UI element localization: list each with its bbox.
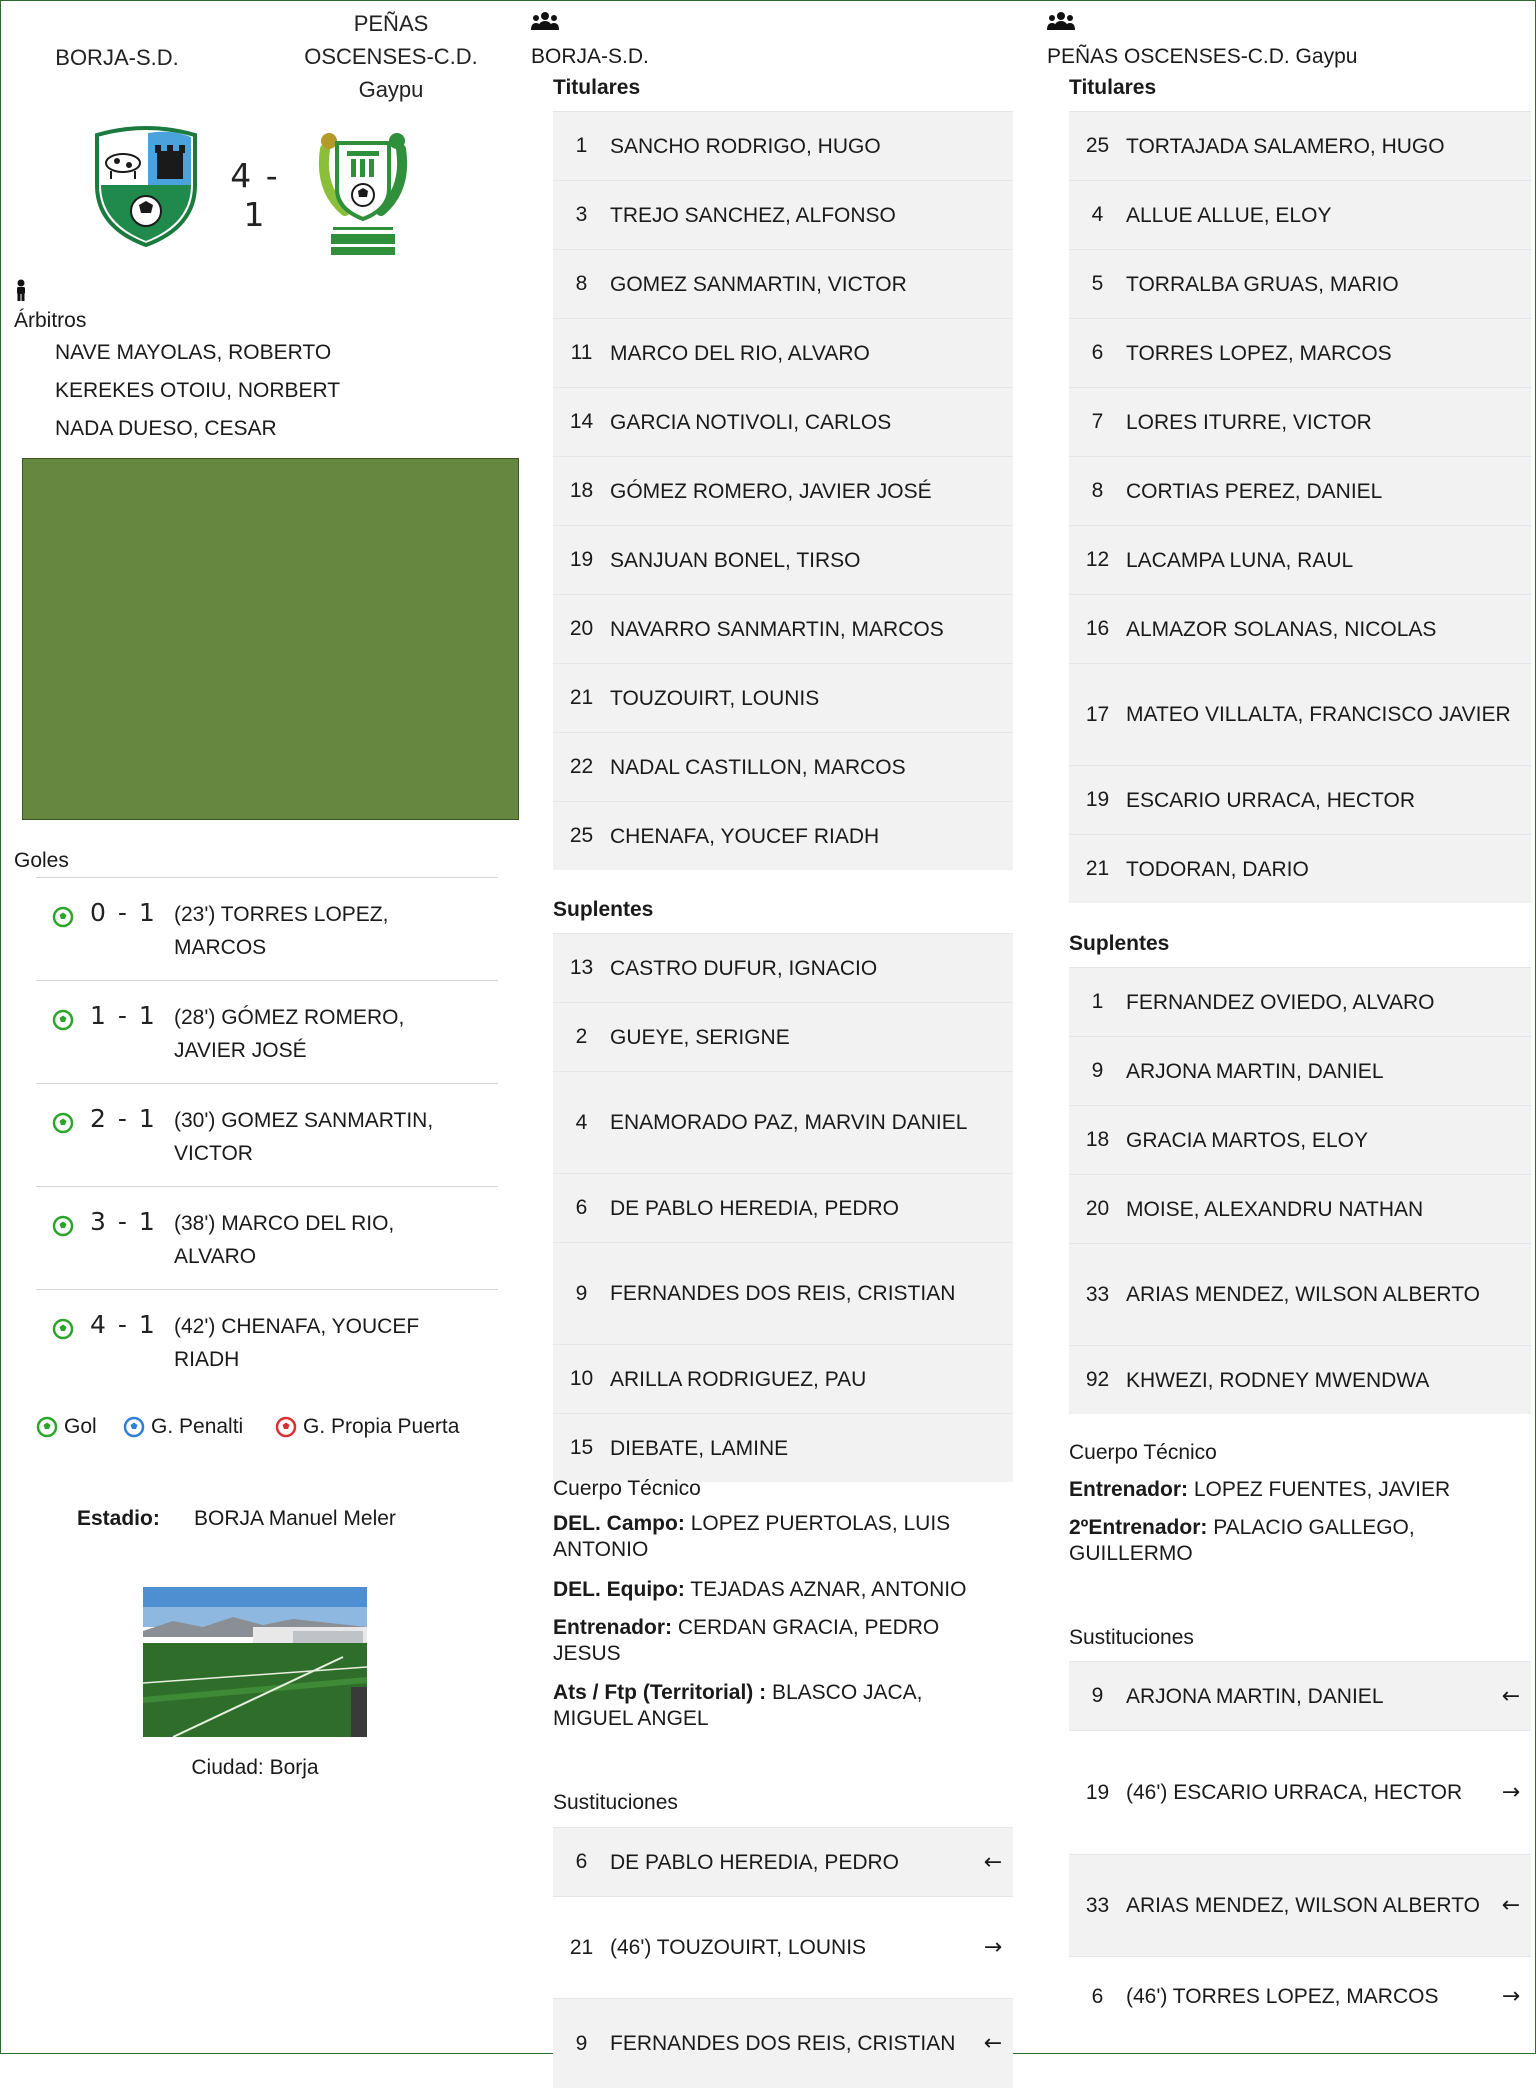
away-team-crest[interactable] bbox=[315, 119, 411, 259]
player-number: 20 bbox=[1085, 1197, 1110, 1220]
away-substitutions-title: Sustituciones bbox=[1069, 1626, 1194, 1649]
player-name: ARJONA MARTIN, DANIEL bbox=[1126, 1684, 1384, 1708]
goal-ball-icon bbox=[52, 1009, 74, 1037]
player-number: 25 bbox=[1085, 134, 1110, 157]
player-number: 16 bbox=[1085, 617, 1110, 640]
home-team-crest[interactable] bbox=[91, 123, 201, 248]
home-lineup-team-name[interactable]: BORJA-S.D. bbox=[531, 45, 649, 68]
away-sub-row[interactable] bbox=[1069, 1036, 1531, 1105]
player-number: 4 bbox=[1091, 203, 1104, 226]
player-number: 1 bbox=[1091, 990, 1104, 1013]
referee-name: NAVE MAYOLAS, ROBERTO bbox=[55, 341, 332, 364]
player-number: 9 bbox=[575, 2031, 588, 2055]
player-name: MOISE, ALEXANDRU NATHAN bbox=[1126, 1197, 1424, 1221]
away-starter-row[interactable] bbox=[1069, 180, 1531, 249]
goal-score: 0 - 1 bbox=[90, 898, 157, 927]
staff-role: DEL. Equipo: bbox=[553, 1578, 685, 1601]
player-number: 3 bbox=[575, 203, 588, 226]
player-name: GRACIA MARTOS, ELOY bbox=[1126, 1128, 1368, 1152]
away-starter-row[interactable] bbox=[1069, 663, 1531, 765]
player-name: ALLUE ALLUE, ELOY bbox=[1126, 203, 1332, 227]
away-sub-row[interactable] bbox=[1069, 967, 1531, 1036]
stadium-name: BORJA Manuel Meler bbox=[194, 1507, 396, 1530]
home-subs-title: Suplentes bbox=[553, 898, 654, 921]
player-number: 18 bbox=[569, 479, 594, 502]
away-subs-title: Suplentes bbox=[1069, 932, 1170, 955]
away-starter-row[interactable] bbox=[1069, 525, 1531, 594]
home-substitution-row[interactable] bbox=[553, 1827, 1013, 1896]
player-number: 92 bbox=[1085, 1368, 1110, 1391]
away-starter-row[interactable] bbox=[1069, 249, 1531, 318]
staff-name: TEJADAS AZNAR, ANTONIO bbox=[690, 1578, 967, 1601]
staff-member bbox=[553, 1680, 1003, 1732]
home-substitutions-title: Sustituciones bbox=[553, 1791, 678, 1814]
home-starter-row[interactable] bbox=[553, 525, 1013, 594]
player-number: 18 bbox=[1085, 1128, 1110, 1151]
home-team-name[interactable]: BORJA-S.D. bbox=[55, 45, 179, 70]
home-starter-row[interactable] bbox=[553, 594, 1013, 663]
player-number: 6 bbox=[575, 1850, 588, 1873]
staff-role: Entrenador: bbox=[553, 1616, 673, 1639]
player-name: GARCIA NOTIVOLI, CARLOS bbox=[610, 410, 892, 434]
legend-penalti bbox=[123, 1415, 243, 1439]
player-number: 9 bbox=[1091, 1059, 1104, 1082]
home-sub-row[interactable] bbox=[553, 1002, 1013, 1071]
away-starter-row[interactable] bbox=[1069, 834, 1531, 903]
player-number: 33 bbox=[1085, 1282, 1110, 1306]
away-team-name[interactable] bbox=[291, 7, 491, 106]
player-name: GUEYE, SERIGNE bbox=[610, 1025, 790, 1049]
player-name: SANJUAN BONEL, TIRSO bbox=[610, 548, 861, 572]
player-number: 21 bbox=[569, 686, 594, 709]
player-number: 21 bbox=[569, 1935, 594, 1959]
player-name: TORRALBA GRUAS, MARIO bbox=[1126, 272, 1399, 296]
goal-ball-icon bbox=[52, 1318, 74, 1346]
player-number: 8 bbox=[1091, 479, 1104, 502]
staff-role: Entrenador: bbox=[1069, 1478, 1189, 1501]
stadium-photo[interactable] bbox=[143, 1587, 367, 1737]
player-name: FERNANDES DOS REIS, CRISTIAN bbox=[610, 1282, 956, 1305]
away-substitution-row[interactable] bbox=[1069, 1854, 1531, 1956]
player-number: 9 bbox=[1091, 1684, 1104, 1707]
player-name: ARIAS MENDEZ, WILSON ALBERTO bbox=[1126, 1894, 1480, 1917]
home-sub-row[interactable] bbox=[553, 933, 1013, 1002]
player-number: 19 bbox=[569, 548, 594, 571]
away-starter-row[interactable] bbox=[1069, 111, 1531, 180]
staff-member bbox=[1069, 1477, 1519, 1503]
home-starter-row[interactable] bbox=[553, 456, 1013, 525]
goal-ball-icon bbox=[52, 906, 74, 934]
penalty-ball-icon bbox=[123, 1416, 145, 1438]
match-score: 4 - 1 bbox=[230, 156, 280, 234]
away-starter-row[interactable] bbox=[1069, 456, 1531, 525]
away-lineup-team-name[interactable]: PEÑAS OSCENSES-C.D. Gaypu bbox=[1047, 45, 1358, 68]
player-name: LORES ITURRE, VICTOR bbox=[1126, 410, 1372, 434]
staff-name: LOPEZ FUENTES, JAVIER bbox=[1193, 1478, 1451, 1501]
away-team-name-line: OSCENSES-C.D. bbox=[304, 44, 478, 69]
player-number: 7 bbox=[1091, 410, 1104, 433]
player-name: TODORAN, DARIO bbox=[1126, 857, 1309, 881]
home-sub-row[interactable] bbox=[553, 1344, 1013, 1413]
player-name: (46') TORRES LOPEZ, MARCOS bbox=[1126, 1985, 1439, 2008]
player-number: 12 bbox=[1085, 548, 1110, 571]
referee-name: KEREKES OTOIU, NORBERT bbox=[55, 379, 341, 402]
staff-role: Ats / Ftp (Territorial) : bbox=[553, 1681, 767, 1704]
home-starter-row[interactable] bbox=[553, 180, 1013, 249]
player-number: 13 bbox=[569, 956, 594, 979]
lineup-pitch bbox=[22, 458, 519, 820]
referees-title: Árbitros bbox=[14, 309, 87, 332]
goal-row bbox=[36, 980, 498, 1083]
away-starter-row[interactable] bbox=[1069, 387, 1531, 456]
away-starter-row[interactable] bbox=[1069, 318, 1531, 387]
staff-member bbox=[553, 1577, 1003, 1603]
legend-propia-label: G. Propia Puerta bbox=[303, 1415, 460, 1438]
away-sub-row[interactable] bbox=[1069, 1174, 1531, 1243]
away-sub-row[interactable] bbox=[1069, 1243, 1531, 1345]
away-sub-row[interactable] bbox=[1069, 1345, 1531, 1414]
player-name: LACAMPA LUNA, RAUL bbox=[1126, 548, 1354, 572]
player-name: MATEO VILLALTA, FRANCISCO JAVIER bbox=[1126, 703, 1511, 726]
home-substitution-row[interactable] bbox=[553, 1896, 1013, 1998]
goal-score: 4 - 1 bbox=[90, 1310, 157, 1339]
player-name: TREJO SANCHEZ, ALFONSO bbox=[610, 203, 896, 227]
staff-member bbox=[1069, 1515, 1519, 1567]
staff-name: CERDAN GRACIA, PEDRO JESUS bbox=[553, 1616, 940, 1665]
player-number: 17 bbox=[1085, 702, 1110, 726]
player-name: CORTIAS PEREZ, DANIEL bbox=[1126, 479, 1383, 503]
player-number: 14 bbox=[569, 410, 594, 433]
player-name: ARIAS MENDEZ, WILSON ALBERTO bbox=[1126, 1283, 1480, 1306]
arrow-right-icon: → bbox=[983, 1935, 1003, 1960]
player-name: TORTAJADA SALAMERO, HUGO bbox=[1126, 134, 1445, 158]
goal-row bbox=[36, 877, 498, 980]
player-name: ALMAZOR SOLANAS, NICOLAS bbox=[1126, 617, 1437, 641]
legend-gol-label: Gol bbox=[64, 1415, 97, 1438]
goal-score: 1 - 1 bbox=[90, 1001, 157, 1030]
player-name: TOUZOUIRT, LOUNIS bbox=[610, 686, 820, 710]
home-sub-row[interactable] bbox=[553, 1413, 1013, 1482]
team-icon bbox=[1047, 11, 1075, 31]
staff-name: BLASCO JACA, MIGUEL ANGEL bbox=[553, 1681, 923, 1730]
away-substitution-row[interactable] bbox=[1069, 1661, 1531, 1730]
home-starter-row[interactable] bbox=[553, 732, 1013, 801]
player-number: 4 bbox=[575, 1110, 588, 1134]
player-number: 15 bbox=[569, 1436, 594, 1459]
player-name: TORRES LOPEZ, MARCOS bbox=[1126, 341, 1392, 365]
player-number: 19 bbox=[1085, 1780, 1110, 1804]
goal-score: 2 - 1 bbox=[90, 1104, 157, 1133]
player-name: MARCO DEL RIO, ALVARO bbox=[610, 341, 870, 365]
player-name: NADAL CASTILLON, MARCOS bbox=[610, 755, 906, 779]
player-name: ARJONA MARTIN, DANIEL bbox=[1126, 1059, 1384, 1083]
player-name: CHENAFA, YOUCEF RIADH bbox=[610, 824, 880, 848]
player-number: 2 bbox=[575, 1025, 588, 1048]
referee-name: NADA DUESO, CESAR bbox=[55, 417, 277, 440]
player-name: KHWEZI, RODNEY MWENDWA bbox=[1126, 1368, 1430, 1392]
player-name: ENAMORADO PAZ, MARVIN DANIEL bbox=[610, 1111, 968, 1134]
home-sub-row[interactable] bbox=[553, 1242, 1013, 1344]
arrow-right-icon: → bbox=[1501, 1780, 1521, 1805]
goal-scorer: (42') CHENAFA, YOUCEF RIADH bbox=[174, 1315, 420, 1371]
team-icon bbox=[531, 11, 559, 31]
player-number: 19 bbox=[1085, 788, 1110, 811]
goal-scorer: (28') GÓMEZ ROMERO, JAVIER JOSÉ bbox=[174, 1006, 405, 1062]
home-starter-row[interactable] bbox=[553, 663, 1013, 732]
staff-role: 2ºEntrenador: bbox=[1069, 1516, 1208, 1539]
away-starter-row[interactable] bbox=[1069, 594, 1531, 663]
away-team-name-line: PEÑAS bbox=[353, 11, 429, 36]
goal-ball-icon bbox=[36, 1416, 58, 1438]
own-goal-ball-icon bbox=[275, 1416, 297, 1438]
stadium-city: Ciudad: Borja bbox=[191, 1756, 319, 1779]
player-number: 33 bbox=[1085, 1893, 1110, 1917]
player-name: CASTRO DUFUR, IGNACIO bbox=[610, 956, 878, 980]
home-substitution-row[interactable] bbox=[553, 1998, 1013, 2088]
arrow-left-icon: ← bbox=[1501, 1893, 1521, 1918]
home-starters-title: Titulares bbox=[553, 76, 641, 99]
home-starter-row[interactable] bbox=[553, 801, 1013, 870]
away-team-name-line: Gaypu bbox=[358, 77, 424, 102]
player-number: 20 bbox=[569, 617, 594, 640]
goal-scorer: (38') MARCO DEL RIO, ALVARO bbox=[174, 1212, 395, 1268]
stadium-label: Estadio: bbox=[77, 1507, 160, 1530]
away-starters-title: Titulares bbox=[1069, 76, 1157, 99]
goal-scorer: (23') TORRES LOPEZ, MARCOS bbox=[174, 903, 389, 959]
player-number: 11 bbox=[570, 341, 593, 364]
arrow-left-icon: ← bbox=[983, 2031, 1003, 2056]
goal-row bbox=[36, 1083, 498, 1186]
goals-title: Goles bbox=[14, 849, 69, 872]
goal-row bbox=[36, 1289, 498, 1392]
player-number: 21 bbox=[1085, 857, 1110, 880]
arrow-right-icon: → bbox=[1501, 1984, 1521, 2009]
staff-name: LOPEZ PUERTOLAS, LUIS ANTONIO bbox=[553, 1512, 951, 1561]
goal-score: 3 - 1 bbox=[90, 1207, 157, 1236]
home-starter-row[interactable] bbox=[553, 387, 1013, 456]
player-name: ESCARIO URRACA, HECTOR bbox=[1126, 788, 1415, 812]
player-name: ARILLA RODRIGUEZ, PAU bbox=[610, 1367, 867, 1391]
goal-scorer: (30') GOMEZ SANMARTIN, VICTOR bbox=[174, 1109, 434, 1165]
away-staff-title: Cuerpo Técnico bbox=[1069, 1441, 1217, 1464]
away-substitution-row[interactable] bbox=[1069, 1956, 1531, 2036]
away-substitution-row[interactable] bbox=[1069, 1730, 1531, 1854]
player-number: 22 bbox=[569, 755, 594, 778]
player-number: 6 bbox=[1091, 1984, 1104, 2008]
staff-name: PALACIO GALLEGO, GUILLERMO bbox=[1069, 1516, 1415, 1565]
staff-member bbox=[553, 1615, 1003, 1667]
player-name: DE PABLO HEREDIA, PEDRO bbox=[610, 1196, 900, 1220]
player-number: 5 bbox=[1091, 272, 1104, 295]
home-starter-row[interactable] bbox=[553, 318, 1013, 387]
goal-row bbox=[36, 1186, 498, 1289]
staff-role: DEL. Campo: bbox=[553, 1512, 685, 1535]
player-name: GOMEZ SANMARTIN, VICTOR bbox=[610, 272, 907, 296]
staff-member bbox=[553, 1511, 1003, 1563]
player-name: SANCHO RODRIGO, HUGO bbox=[610, 134, 881, 158]
referee-icon bbox=[13, 279, 29, 301]
away-starter-row[interactable] bbox=[1069, 765, 1531, 834]
player-number: 9 bbox=[575, 1281, 588, 1305]
player-number: 10 bbox=[569, 1367, 594, 1390]
player-name: FERNANDEZ OVIEDO, ALVARO bbox=[1126, 990, 1435, 1014]
home-sub-row[interactable] bbox=[553, 1173, 1013, 1242]
player-name: FERNANDES DOS REIS, CRISTIAN bbox=[610, 2032, 956, 2055]
home-sub-row[interactable] bbox=[553, 1071, 1013, 1173]
goal-ball-icon bbox=[52, 1215, 74, 1243]
player-number: 6 bbox=[575, 1196, 588, 1219]
player-name: (46') ESCARIO URRACA, HECTOR bbox=[1126, 1781, 1463, 1804]
player-number: 25 bbox=[569, 824, 594, 847]
player-name: GÓMEZ ROMERO, JAVIER JOSÉ bbox=[610, 479, 932, 503]
player-number: 1 bbox=[575, 134, 588, 157]
arrow-left-icon: ← bbox=[1501, 1683, 1521, 1709]
legend-penalti-label: G. Penalti bbox=[151, 1415, 244, 1438]
home-starter-row[interactable] bbox=[553, 249, 1013, 318]
legend-propia bbox=[275, 1415, 459, 1439]
player-number: 8 bbox=[575, 272, 588, 295]
player-name: NAVARRO SANMARTIN, MARCOS bbox=[610, 617, 944, 641]
player-name: DE PABLO HEREDIA, PEDRO bbox=[610, 1850, 900, 1874]
away-sub-row[interactable] bbox=[1069, 1105, 1531, 1174]
home-starter-row[interactable] bbox=[553, 111, 1013, 180]
player-number: 6 bbox=[1091, 341, 1104, 364]
home-staff-title: Cuerpo Técnico bbox=[553, 1477, 701, 1500]
arrow-left-icon: ← bbox=[983, 1849, 1003, 1875]
legend-gol bbox=[36, 1415, 97, 1439]
player-name: DIEBATE, LAMINE bbox=[610, 1436, 789, 1460]
goal-ball-icon bbox=[52, 1112, 74, 1140]
player-name: (46') TOUZOUIRT, LOUNIS bbox=[610, 1936, 867, 1959]
